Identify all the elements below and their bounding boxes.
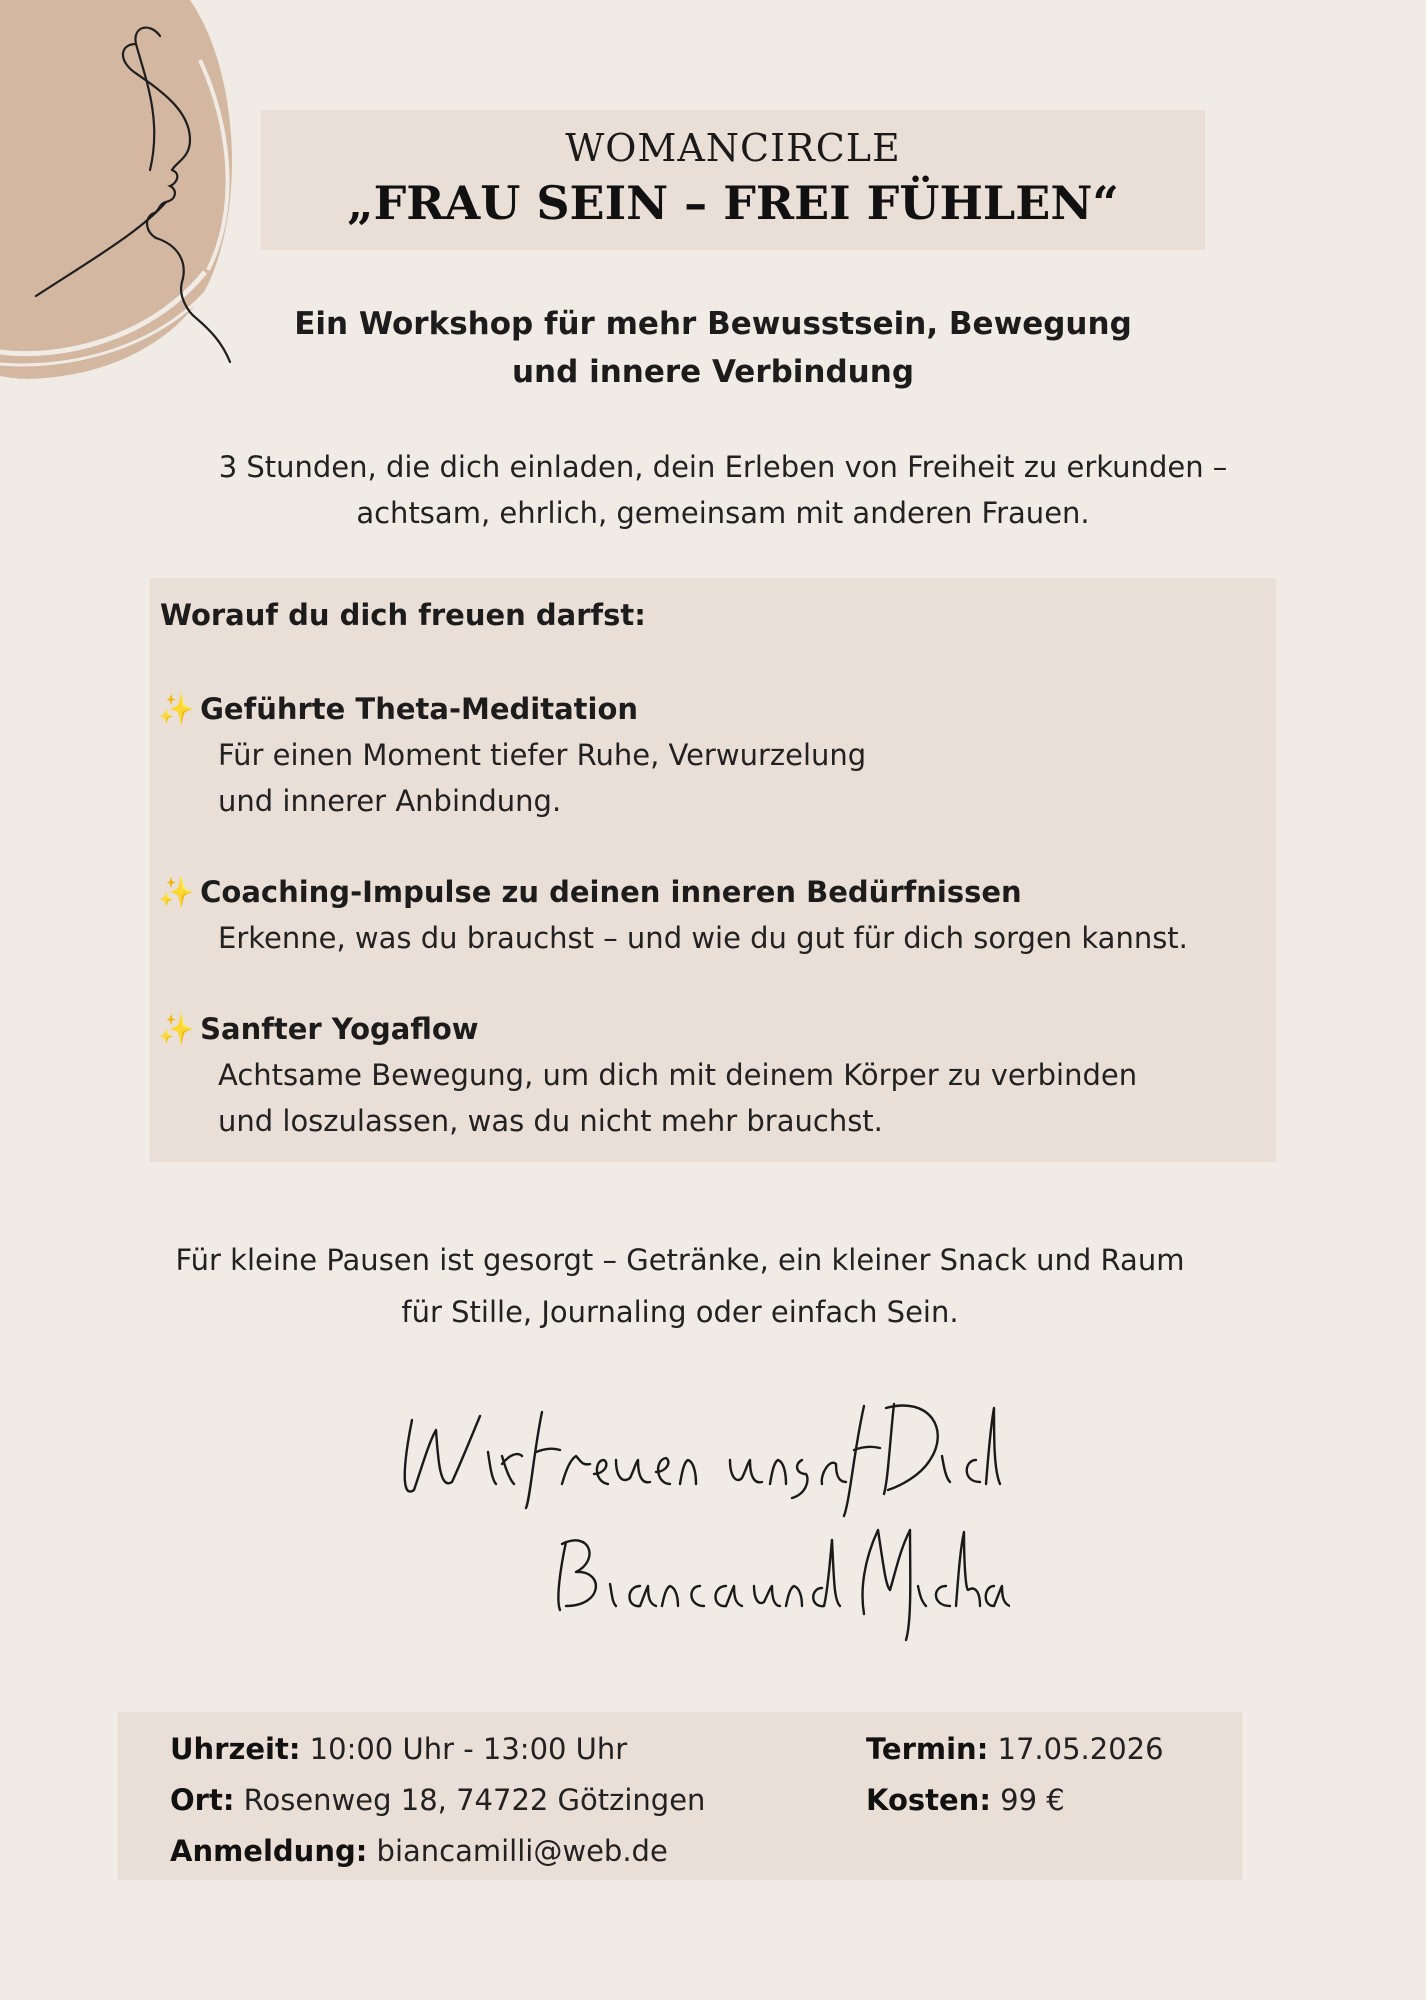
title-banner [261, 110, 1205, 250]
feature-title: Sanfter Yogaflow [200, 1012, 479, 1046]
info-right-column [866, 1724, 1164, 1826]
sparkles-icon: ✨ [158, 875, 195, 909]
signature-line-2 [558, 1530, 1010, 1640]
feature-item [158, 869, 1268, 961]
sparkles-icon: ✨ [158, 692, 195, 726]
signup-label: Anmeldung: [170, 1834, 368, 1868]
sparkles-icon: ✨ [158, 1012, 195, 1046]
place-value: Rosenweg 18, 74722 Götzingen [243, 1783, 706, 1817]
subtitle-line-1: Ein Workshop für mehr Bewusstsein, Bewegung [294, 306, 1132, 342]
cost-label: Kosten: [866, 1783, 991, 1817]
signup-email[interactable]: biancamilli@web.de [376, 1834, 668, 1868]
event-series-title: WOMANCIRCLE [565, 126, 901, 170]
feature-description: Für einen Moment tiefer Ruhe, Verwurzelung und innerer Anbindung. [218, 738, 867, 818]
handwritten-signature [390, 1390, 1010, 1650]
time-row [170, 1724, 705, 1775]
breaks-note [140, 1234, 1220, 1338]
signature-line-1 [405, 1404, 1000, 1516]
time-label: Uhrzeit: [170, 1732, 301, 1766]
feature-description: Achtsame Bewegung, um dich mit deinem Körper zu verbinden und loszulassen, was du nicht mehr brauchst. [218, 1058, 1138, 1138]
time-value: 10:00 Uhr - 13:00 Uhr [309, 1732, 628, 1766]
feature-item [158, 686, 1268, 824]
features-heading: Worauf du dich freuen darfst: [160, 598, 646, 632]
intro-line-2: achtsam, ehrlich, gemeinsam mit anderen Frauen. [356, 496, 1090, 530]
intro-text [163, 444, 1283, 536]
info-left-column [170, 1724, 705, 1877]
place-label: Ort: [170, 1783, 235, 1817]
event-info-panel [118, 1712, 1242, 1880]
brush-circle-icon [0, 0, 232, 379]
signup-row [170, 1826, 705, 1877]
feature-description: Erkenne, was du brauchst – und wie du gut für dich sorgen kannst. [218, 921, 1188, 955]
feature-title: Geführte Theta-Meditation [200, 692, 639, 726]
place-row [170, 1775, 705, 1826]
cost-row [866, 1775, 1164, 1826]
breaks-line-2: für Stille, Journaling oder einfach Sein. [401, 1295, 959, 1329]
date-label: Termin: [866, 1732, 989, 1766]
feature-title: Coaching-Impulse zu deinen inneren Bedürfnissen [200, 875, 1022, 909]
breaks-line-1: Für kleine Pausen ist gesorgt – Getränke, ein kleiner Snack und Raum [175, 1243, 1185, 1277]
date-row [866, 1724, 1164, 1775]
features-panel [150, 578, 1276, 1162]
cost-value: 99 € [1000, 1783, 1065, 1817]
intro-line-1: 3 Stunden, die dich einladen, dein Erleben von Freiheit zu erkunden – [218, 450, 1228, 484]
event-title: „FRAU SEIN – FREI FÜHLEN“ [347, 176, 1119, 230]
date-value: 17.05.2026 [997, 1732, 1164, 1766]
subtitle-line-2: und innere Verbindung [511, 354, 915, 390]
workshop-subtitle [213, 300, 1213, 396]
feature-item [158, 1006, 1268, 1144]
